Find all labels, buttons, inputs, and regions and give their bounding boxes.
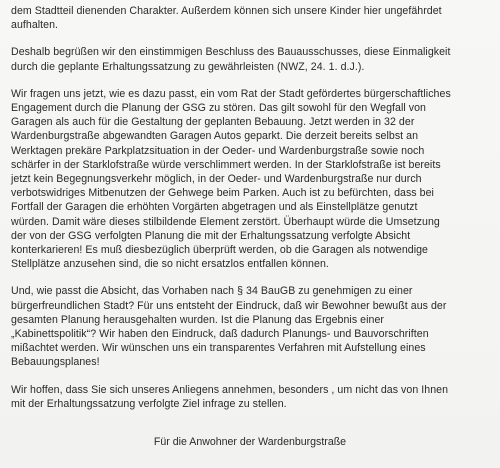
text-line: würden. Damit wäre dieses stilbildende Element zerstört. Überhaupt würde die Umsetzung [11,215,440,228]
text-line: der von der GSG verfolgten Planung die mit der Erhaltungssatzung verfolgte Absicht [11,229,411,242]
text-line: Wir fragen uns jetzt, wie es dazu passt, ein vom Rat der Stadt gefördertes bürgerschaftliches [11,87,451,100]
text-line: Werktagen prekäre Parkplatzsituation in der Oeder- und Wardenburgstraße sowie noch [11,144,425,157]
text-line: Wir hoffen, dass Sie sich unseres Anliegens annehmen, besonders , um nicht das von Ihnen [11,383,449,396]
text-line: konterkarieren! Es muß diesbezüglich überprüft werden, ob die Garagen als notwendige [11,244,429,257]
text-line: Stellplätze anzusehen sind, die so nicht ersatzlos entfallen können. [11,258,329,271]
text-line: verbotswidriges Mitbenutzen der Gehwege beim Parken. Auch ist zu befürchten, dass bei [11,187,434,200]
text-line: jetzt kein Begegnungsverkehr möglich, in der Oeder- und Wardenburgstraße nur durch [11,173,422,186]
text-line: mit der Erhaltungssatzung verfolgte Ziel infrage zu stellen. [11,397,287,410]
text-line: Engagement durch die Planung der GSG zu stören. Das gilt sowohl für den Wegfall von [11,102,426,115]
text-line: durch die geplante Erhaltungssatzung zu gewährleisten (NWZ, 24. 1. d.J.). [11,60,365,73]
paragraph-3 [11,87,493,272]
text-line: dem Stadtteil dienenden Charakter. Außerdem können sich unsere Kinder hier ungefährdet [11,5,442,17]
text-line: Und, wie passt die Absicht, das Vorhaben nach § 34 BauGB zu genehmigen zu einer [11,285,413,298]
text-line: Wardenburgstraße abgewandten Garagen Autos geparkt. Die derzeit bereits selbst an [11,130,419,143]
text-line: gesamten Planung herausgehalten wurden. Ist die Planung das Ergebnis einer [11,313,384,326]
letter-body [11,4,493,423]
closing-signature-line: Für die Anwohner der Wardenburgstraße [153,436,347,448]
text-line: „Kabinettspolitik“? Wir haben den Eindruck, daß dadurch Planungs- und Bauvorschriften [11,328,429,341]
text-line: aufhalten. [11,19,59,32]
text-line: Fortfall der Garagen die erhöhten Vorgärten abgetragen und als Einstellplätze genutzt [11,201,418,214]
text-line: Garagen als auch für die Gestaltung der geplanten Bebauung. Jetzt werden in 32 der [11,116,415,129]
text-line: bürgerfreundlichen Stadt? Für uns entsteht der Eindruck, daß wir Bewohner bewußt aus der [11,299,447,312]
paragraph-2 [11,45,493,73]
text-line: Deshalb begrüßen wir den einstimmigen Beschluss des Bauausschusses, diese Einmaligkeit [11,46,451,59]
text-line: Bebauungsplanes! [11,356,100,369]
paragraph-4 [11,284,493,369]
text-line: schärfer in der Starklofstraße würde verschlimmert werden. In der Starklofstraße ist bereits [11,158,441,171]
text-line: mißachtet werden. Wir wünschen uns ein transparentes Verfahren mit Aufstellung eines [11,342,426,355]
paragraph-5 [11,383,493,411]
paragraph-1 [11,4,493,32]
